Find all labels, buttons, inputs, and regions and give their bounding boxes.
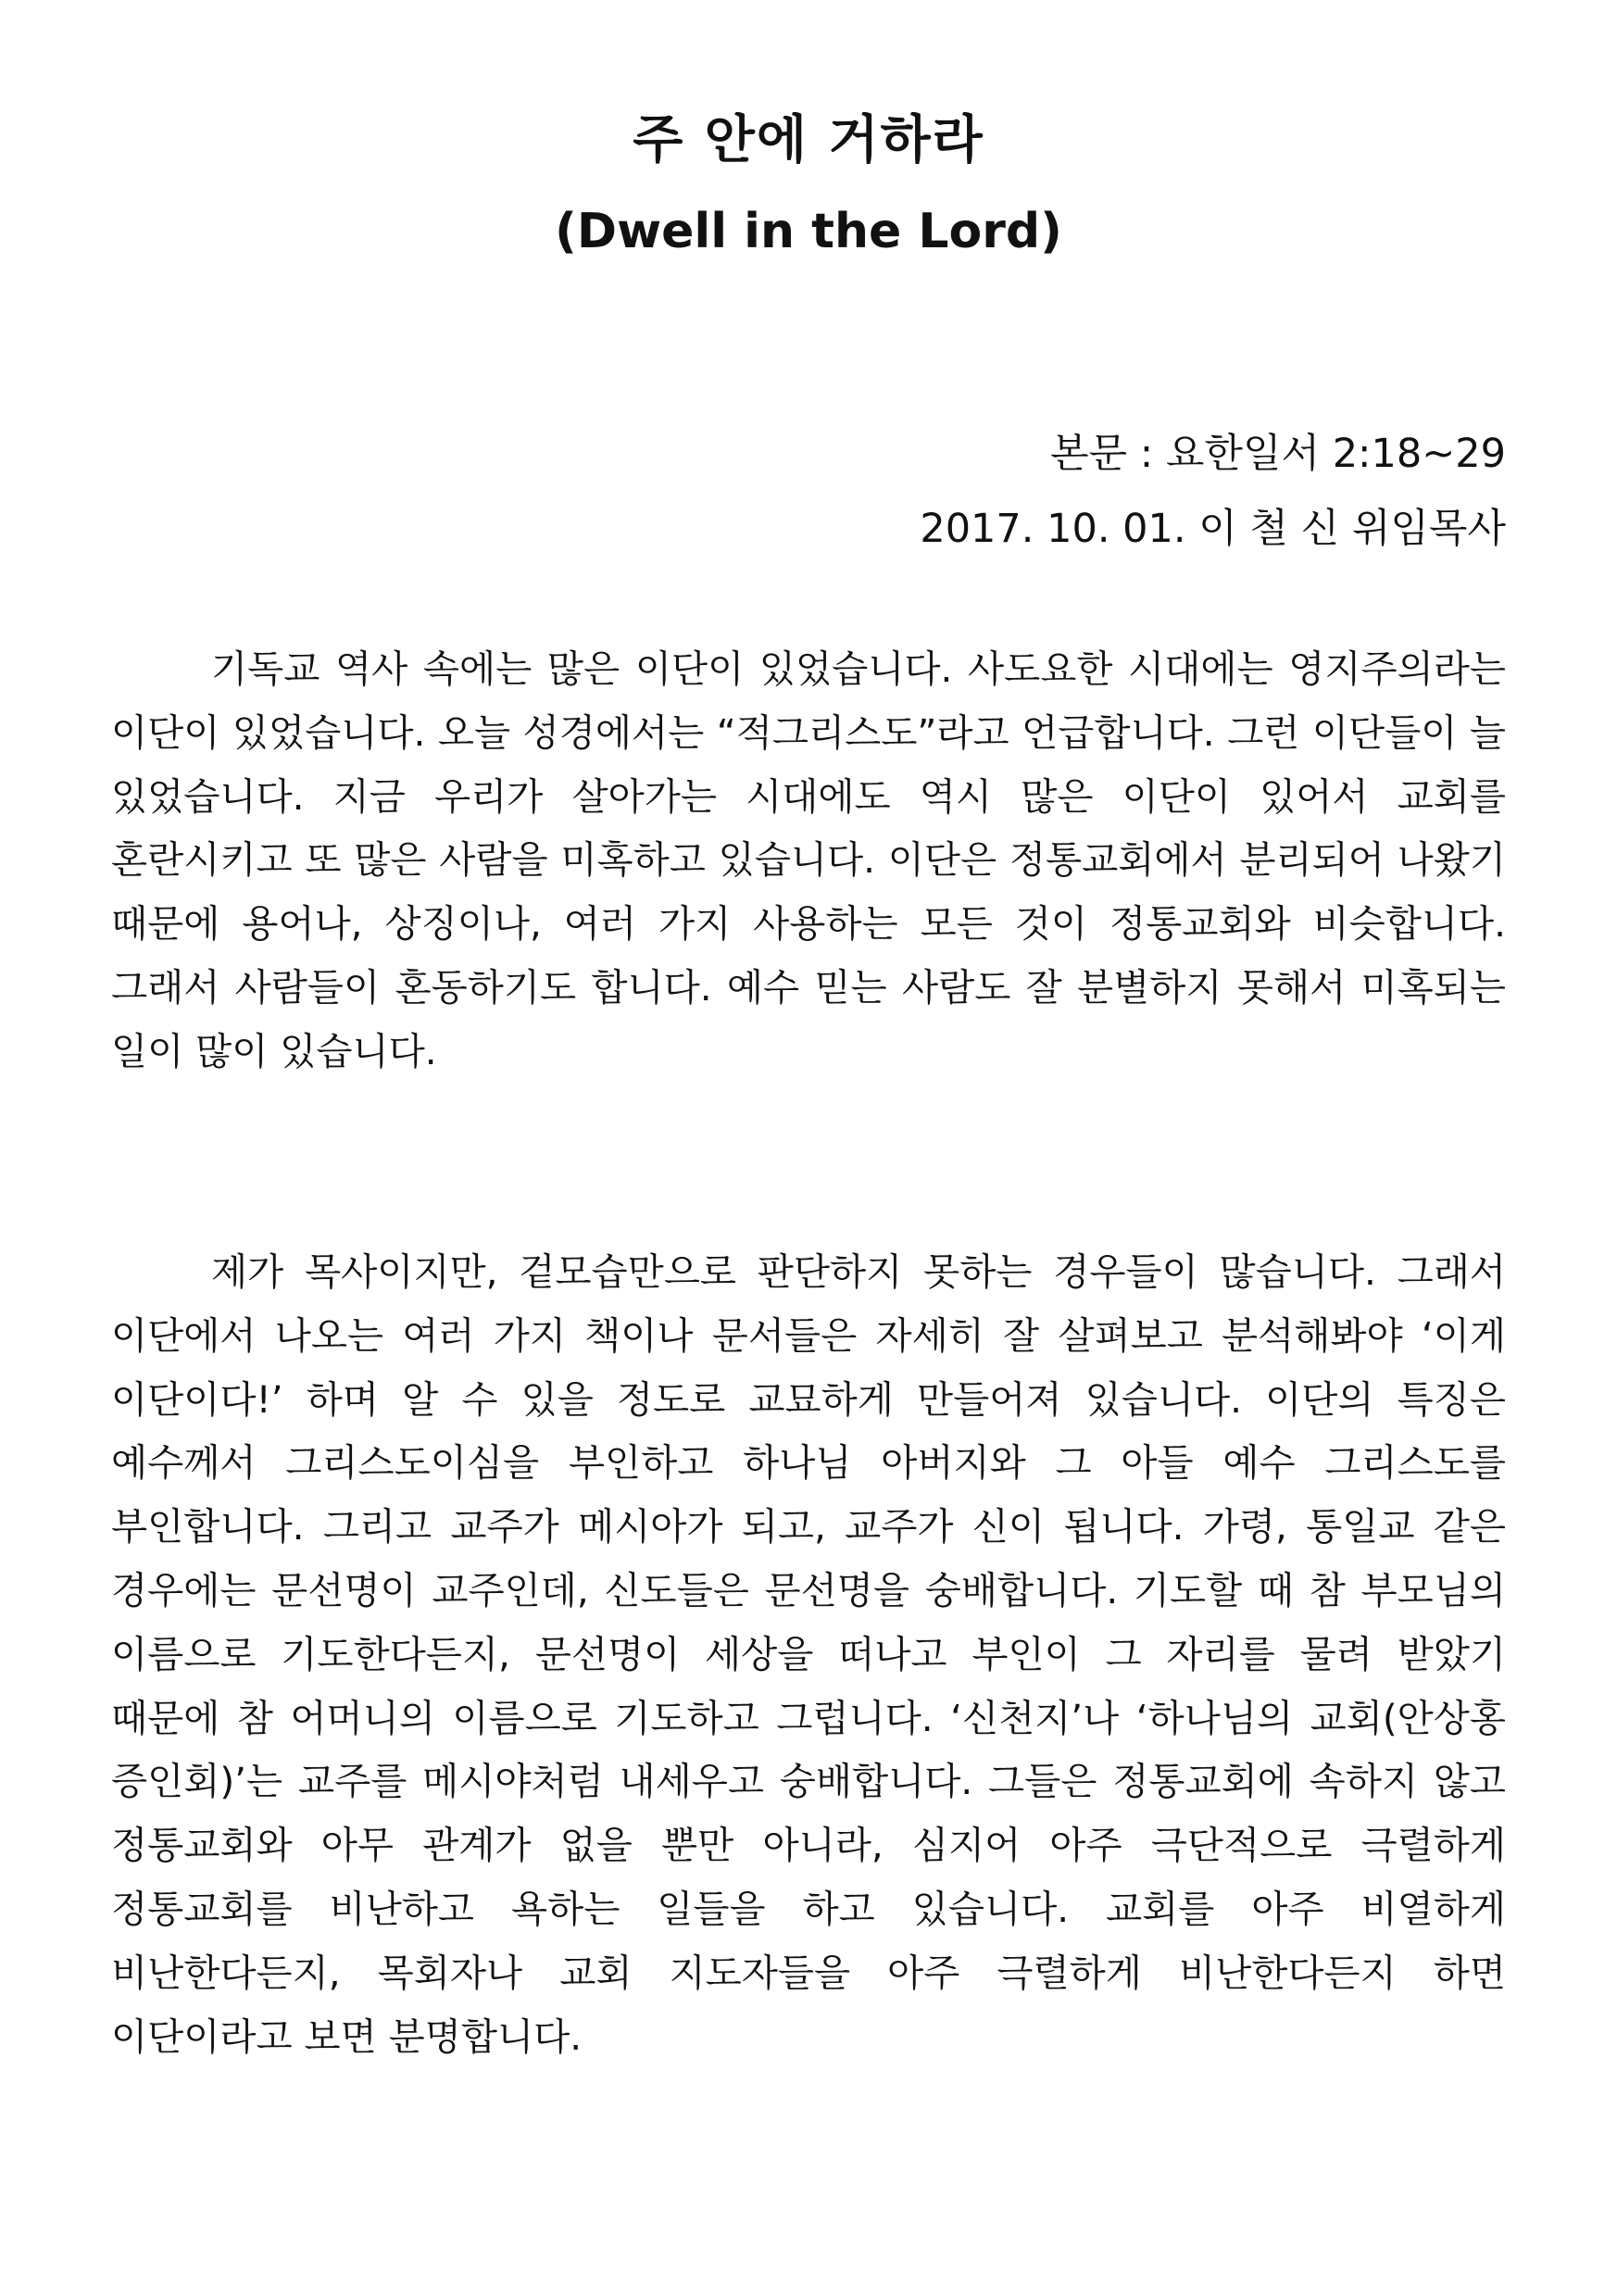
paragraph-2: 제가 목사이지만, 겉모습만으로 판단하지 못하는 경우들이 많습니다. 그래서 이단에서 나오는 여러 가지 책이나 문서들은 자세히 잘 살펴보고 분석해봐야 ‘이게 이단이다!’ 하며 알 수 있을 정도로 교묘하게 만들어져 있습니다. 이단의 특징은 예수께서 그리스도이심을 부인하고 하나님 아버지와 그 아들 예수 그리스도를 부인합니다. 그리고 교주가 메시아가 되고, 교주가 신이 됩니다. 가령, 통일교 같은 경우에는 문선명이 교주인데, 신도들은 문선명을 숭배합니다. 기도할 때 참 부모님의 이름으로 기도한다든지, 문선명이 세상을 떠나고 부인이 그 자리를 물려 받았기 때문에 참 어머니의 이름으로 기도하고 그럽니다. ‘신천지’나 ‘하나님의 교회(안상홍 증인회)’는 교주를 메시야처럼 내세우고 숭배합니다. 그들은 정통교회에 속하지 않고 정통교회와 아무 관계가 없을 뿐만 아니라, 심지어 아주 극단적으로 극렬하게 정통교회를 비난하고 욕하는 일들을 하고 있습니다. 교회를 아주 비열하게 비난한다든지, 목회자나 교회 지도자들을 아주 극렬하게 비난한다든지 하면 이단이라고 보면 분명합니다.: [111, 1249, 1506, 2059]
date-and-preacher: 2017. 10. 01. 이 철 신 위임목사: [920, 506, 1506, 552]
sermon-subtitle-english: (Dwell in the Lord): [555, 204, 1062, 259]
paragraph-1: 기독교 역사 속에는 많은 이단이 있었습니다. 사도요한 시대에는 영지주의라는 이단이 있었습니다. 오늘 성경에서는 “적그리스도”라고 언급합니다. 그런 이단들이 늘 있었습니다. 지금 우리가 살아가는 시대에도 역시 많은 이단이 있어서 교회를 혼란시키고 또 많은 사람을 미혹하고 있습니다. 이단은 정통교회에서 분리되어 나왔기 때문에 용어나, 상징이나, 여러 가지 사용하는 모든 것이 정통교회와 비슷합니다. 그래서 사람들이 혼동하기도 합니다. 예수 믿는 사람도 잘 분별하지 못해서 미혹되는 일이 많이 있습니다.: [111, 646, 1506, 1073]
scripture-passage: 본문 : 요한일서 2:18~29: [1049, 431, 1506, 477]
sermon-title: 주 안에 거하라: [633, 110, 984, 170]
